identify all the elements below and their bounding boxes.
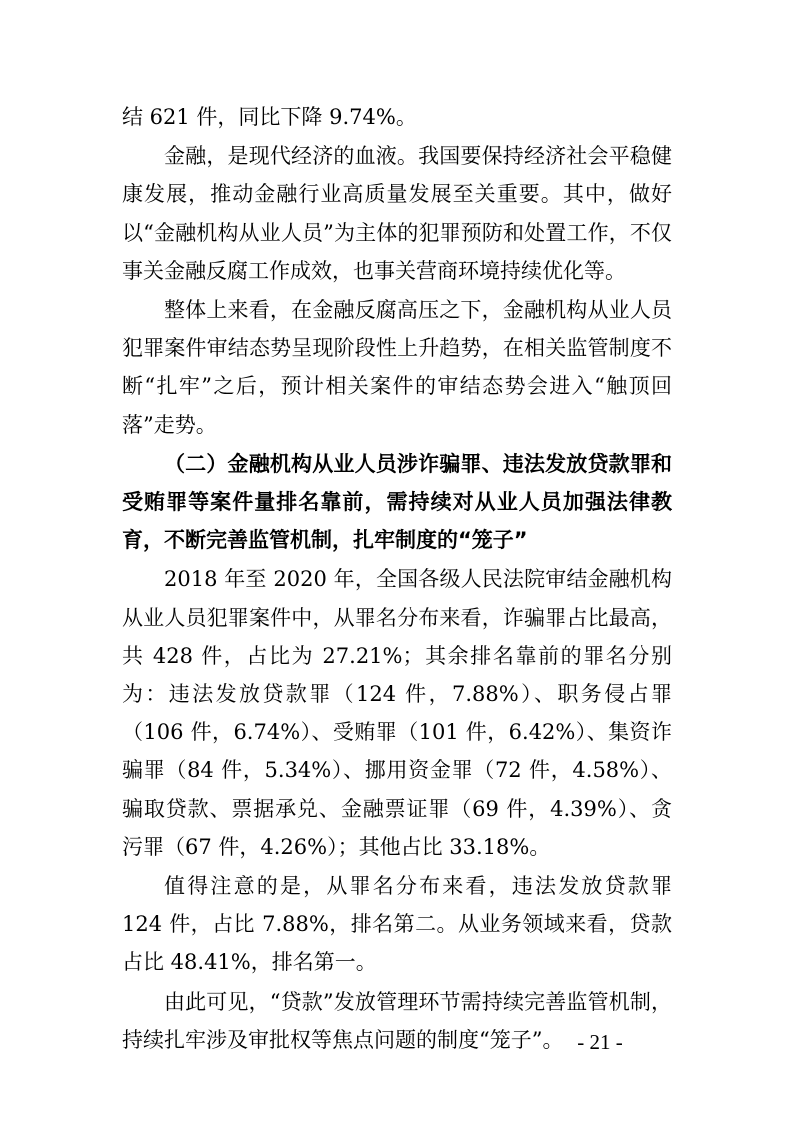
section-heading: （二）金融机构从业人员涉诈骗罪、违法发放贷款罪和受贿罪等案件量排名靠前，需持续对从业人员加强法律教育，不断完善监管机制，扎牢制度的“笼子” xyxy=(122,451,672,553)
paragraph-loan-ranking: 值得注意的是，从罪名分布来看，违法发放贷款罪 124 件，占比 7.88%，排名第二。从业务领域来看，贷款占比 48.41%，排名第一。 xyxy=(122,874,672,975)
body-text xyxy=(122,98,672,1060)
paragraph-overall-trend: 整体上来看，在金融反腐高压之下，金融机构从业人员犯罪案件审结态势呈现阶段性上升趋势，在相关监管制度不断“扎牢”之后，预计相关案件的审结态势会进入“触顶回落”走势。 xyxy=(122,298,672,437)
page-number: - 21 - xyxy=(577,1030,623,1054)
paragraph-finance-importance: 金融，是现代经济的血液。我国要保持经济社会平稳健康发展，推动金融行业高质量发展至关重要。其中，做好以“金融机构从业人员”为主体的犯罪预防和处置工作，不仅事关金融反腐工作成效，也事关营商环境持续优化等。 xyxy=(122,144,672,283)
paragraph-continuation: 结 621 件，同比下降 9.74%。 xyxy=(122,105,417,129)
paragraph-conclusion: 由此可见，“贷款”发放管理环节需持续完善监管机制，持续扎牢涉及审批权等焦点问题的制度“笼子”。 xyxy=(122,989,672,1052)
paragraph-crime-distribution: 2018 年至 2020 年，全国各级人民法院审结金融机构从业人员犯罪案件中，从罪名分布来看，诈骗罪占比最高，共 428 件，占比为 27.21%；其余排名靠前的罪名分别为：违法发放贷款罪（124 件，7.88%）、职务侵占罪（106 件，6.74%）、受贿罪（101 件，6.42%）、集资诈骗罪（84 件，5.34%）、挪用资金罪（72 件，4.58%）、骗取贷款、票据承兑、金融票证罪（69 件，4.39%）、贪污罪（67 件，4.26%）；其他占比 33.18%。 xyxy=(122,567,672,859)
